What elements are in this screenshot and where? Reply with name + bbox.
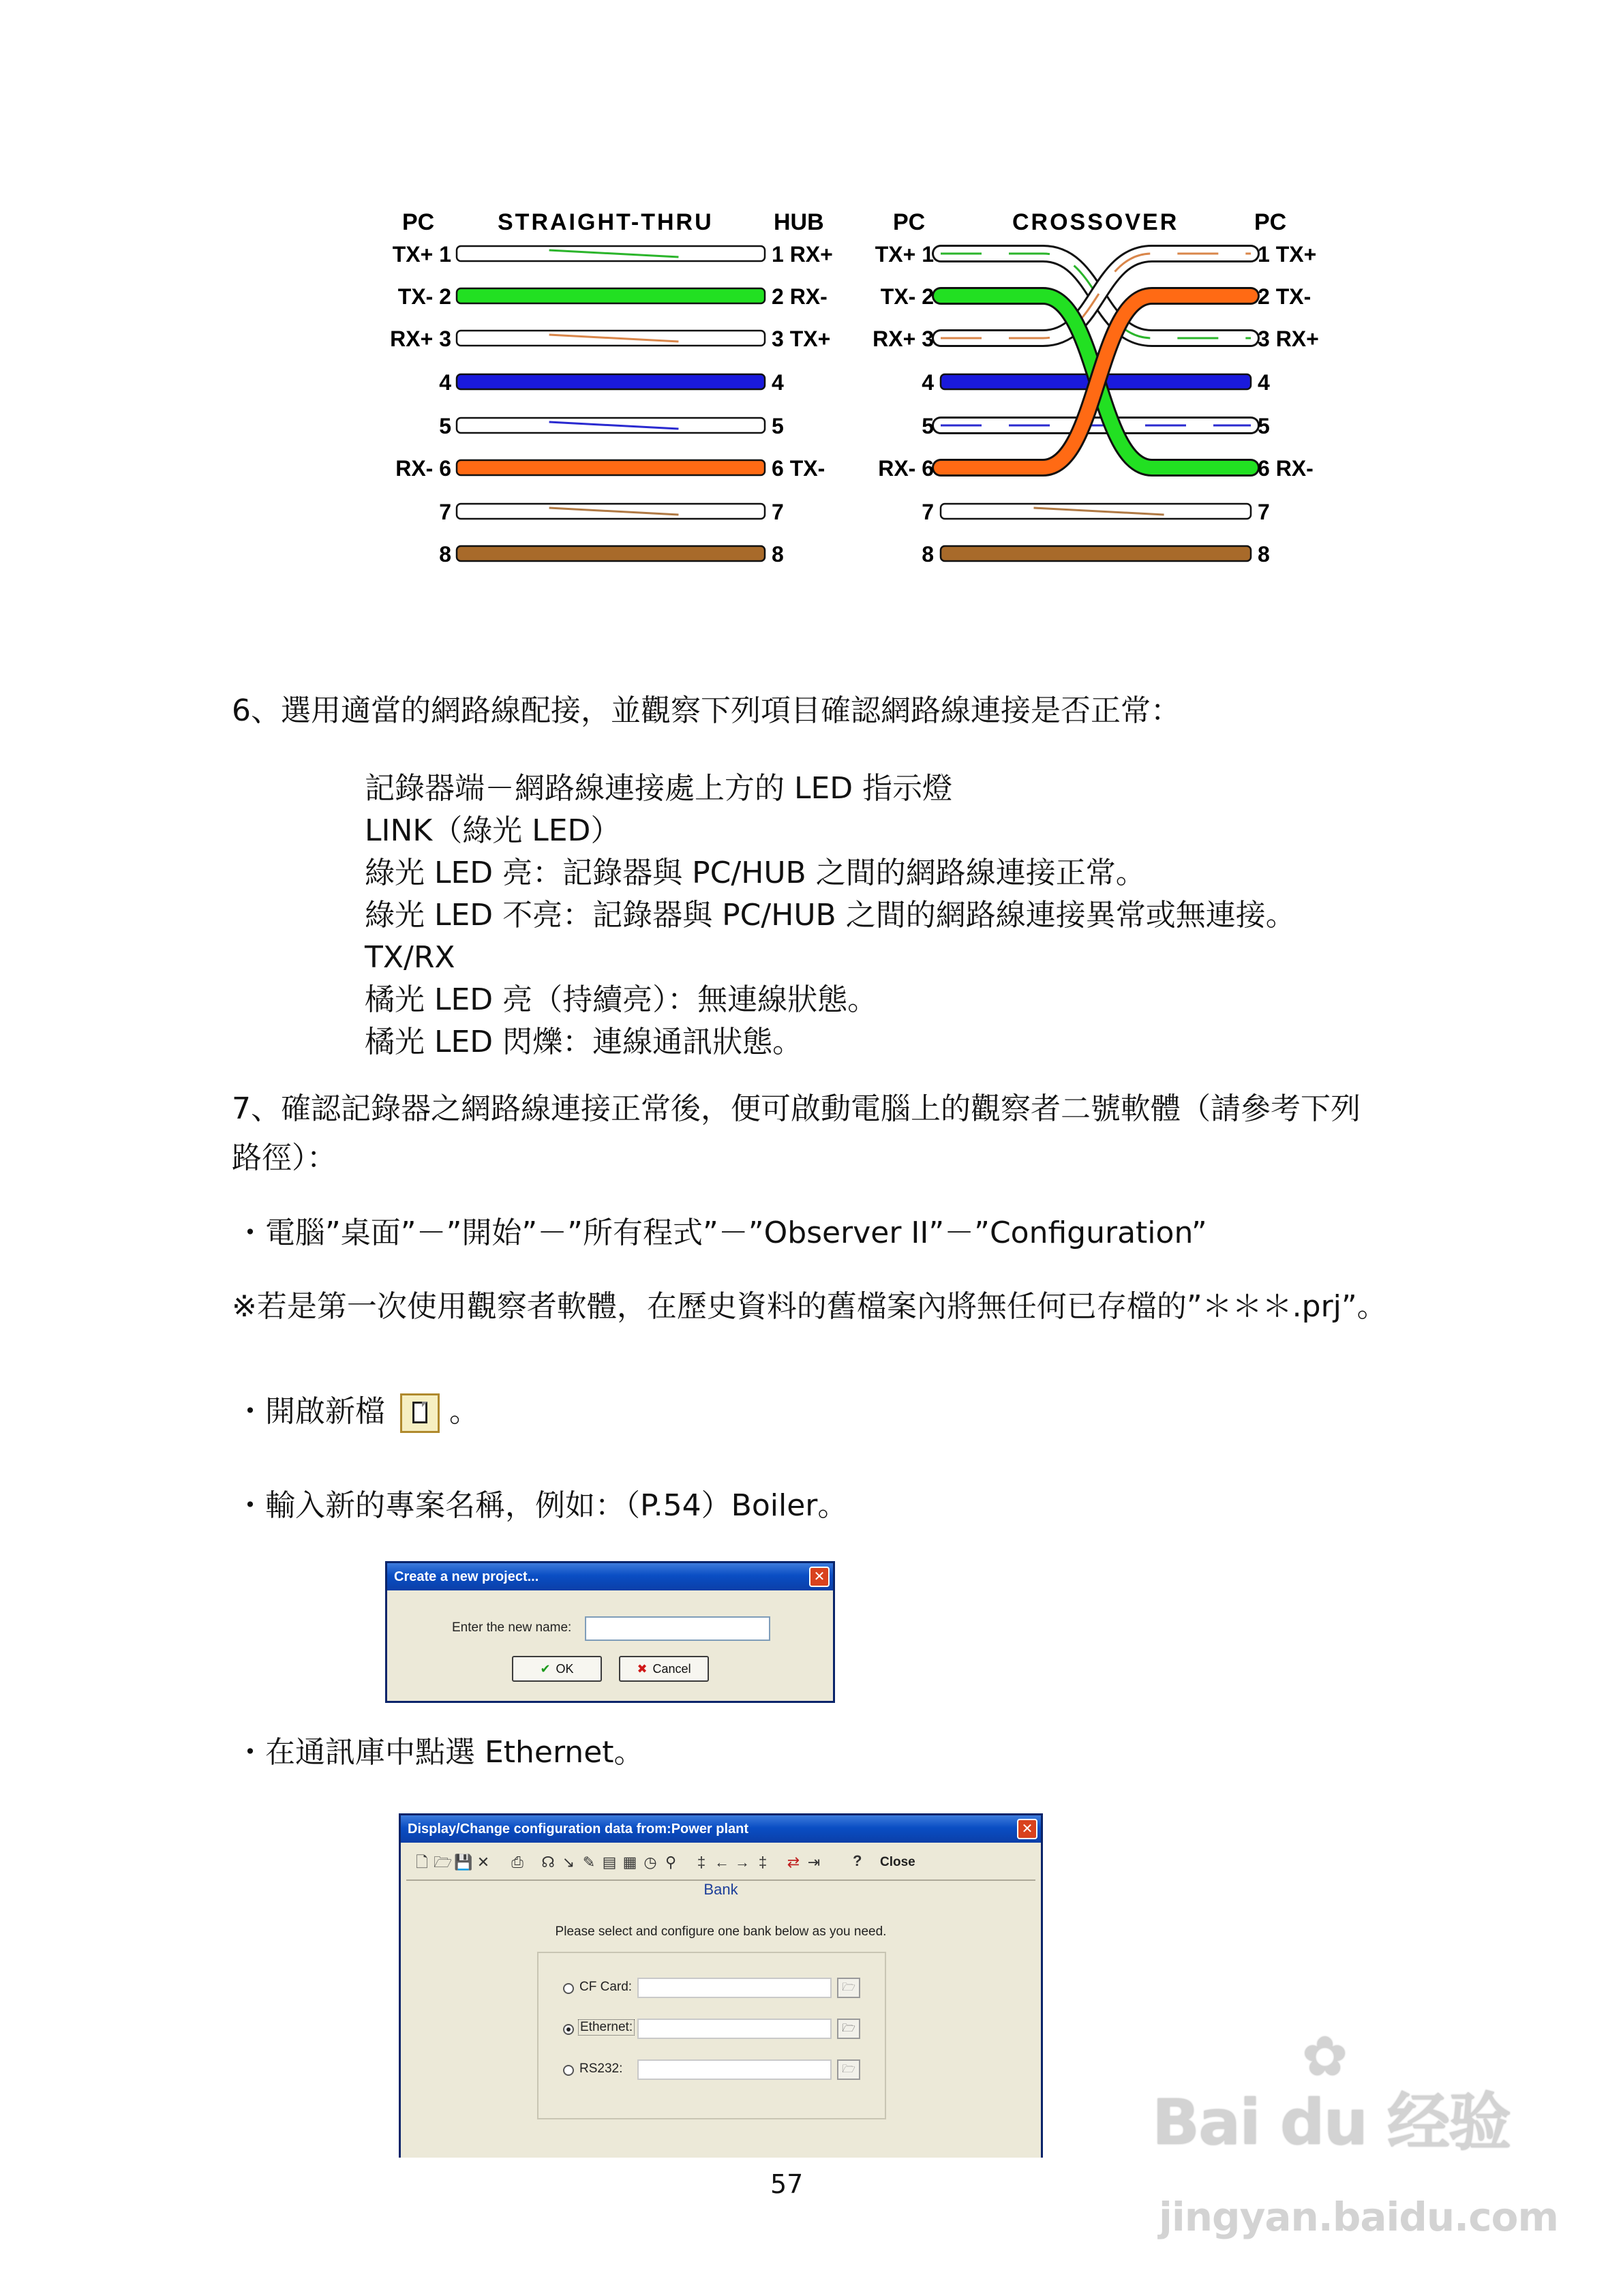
ok-button[interactable]	[512, 1656, 602, 1682]
straight-right-pin-labels	[772, 242, 833, 567]
arrow-right-icon[interactable]: →	[735, 1854, 750, 1871]
step6-heading: 6、選用適當的網路線配接，並觀察下列項目確認網路線連接是否正常：	[232, 693, 1181, 728]
straight-left-pin-label: 5	[439, 414, 451, 438]
display-icon[interactable]: ▤	[602, 1854, 617, 1871]
step6-line: 橘光 LED 閃爍：連線通訊狀態。	[365, 1025, 803, 1059]
straight-wire	[457, 374, 765, 389]
cable-wiring-diagram	[354, 198, 1350, 586]
straight-wire	[457, 246, 765, 261]
straight-right-pin-label: 8	[772, 542, 784, 567]
transfer-icon[interactable]: ⇄	[787, 1854, 800, 1871]
arrow-left-icon[interactable]: ←	[714, 1854, 729, 1871]
cross-left-pin-label: 4	[922, 370, 934, 395]
ethernet-browse-icon[interactable]: 🗁	[837, 2019, 860, 2039]
straight-right-pin-label: 2 RX-	[772, 284, 828, 309]
first-use-note: ※若是第一次使用觀察者軟體，在歷史資料的舊檔案內將無任何已存檔的”＊＊＊.prj”。	[232, 1289, 1387, 1324]
tool-icon[interactable]: ↘	[562, 1854, 575, 1871]
crossover-header-pc-left: PC	[893, 209, 926, 235]
straight-left-pin-label: RX+ 3	[390, 327, 451, 351]
cross-left-pin-label: 8	[922, 542, 934, 567]
new-name-label: Enter the new name:	[452, 1620, 572, 1635]
configuration-close-x-button[interactable]: ✕	[1017, 1819, 1037, 1839]
cancel-button[interactable]	[619, 1656, 709, 1682]
new-name-input[interactable]	[585, 1616, 770, 1641]
select-ethernet-bullet: ・在通訊庫中點選 Ethernet。	[235, 1735, 644, 1770]
ethernet-radio[interactable]	[563, 2024, 574, 2035]
straight-header-pc: PC	[402, 209, 435, 235]
help-button[interactable]: ?	[853, 1852, 862, 1869]
move-icon[interactable]: ‡	[758, 1854, 768, 1871]
straight-header-title: STRAIGHT-THRU	[498, 209, 714, 235]
cross-right-pin-label: 5	[1258, 414, 1270, 438]
straight-wire	[457, 331, 765, 346]
cross-right-pin-label: 4	[1258, 370, 1270, 395]
close-toolbar-button[interactable]: Close	[880, 1855, 915, 1869]
export-icon[interactable]: ⇥	[807, 1854, 821, 1871]
straight-wire	[457, 288, 765, 303]
align-icon[interactable]: ‡	[697, 1854, 706, 1871]
edit-icon[interactable]: ✎	[582, 1854, 596, 1871]
rs232-radio[interactable]	[563, 2065, 574, 2076]
configuration-toolbar	[406, 1848, 1035, 1881]
bank-options-group	[537, 1952, 886, 2119]
page-number: 57	[770, 2169, 804, 2199]
cf-card-label[interactable]: CF Card:	[579, 1980, 633, 1994]
ok-button-label: OK	[556, 1662, 574, 1676]
network-icon[interactable]: ☊	[541, 1854, 555, 1871]
open-new-file-line	[235, 1391, 479, 1433]
new-icon[interactable]: 🗋	[416, 1854, 428, 1871]
straight-right-pin-label: 4	[772, 370, 784, 395]
crossover-straight-wire	[941, 504, 1251, 519]
ethernet-label[interactable]: Ethernet:	[578, 2019, 635, 2036]
step7-heading-line2: 路徑）：	[232, 1141, 337, 1175]
straight-left-pin-label: 7	[439, 500, 451, 524]
straight-right-pin-label: 7	[772, 500, 784, 524]
watermark-url: jingyan.baidu.com	[1159, 2194, 1558, 2240]
create-project-close-button[interactable]: ✕	[809, 1567, 830, 1587]
new-file-icon	[400, 1393, 440, 1433]
cross-right-pin-label: 7	[1258, 500, 1270, 524]
cross-left-pin-label: TX- 2	[880, 284, 934, 309]
clock-icon[interactable]: ◷	[643, 1854, 657, 1871]
cf-card-browse-icon[interactable]: 🗁	[837, 1978, 860, 1998]
crossover-header-pc-right: PC	[1254, 209, 1287, 235]
cross-left-pin-label: RX- 6	[878, 456, 934, 481]
straight-right-pin-label: 1 RX+	[772, 242, 833, 267]
step6-line: TX/RX	[365, 940, 455, 975]
check-icon: ✔	[540, 1662, 551, 1676]
cancel-button-label: Cancel	[652, 1662, 691, 1676]
cross-right-pin-label: 6 RX-	[1258, 456, 1314, 481]
straight-right-pin-label: 5	[772, 414, 784, 438]
rs232-browse-icon[interactable]: 🗁	[837, 2059, 860, 2080]
open-new-file-text: ・開啟新檔	[235, 1394, 385, 1429]
cross-right-pin-label: 3 RX+	[1258, 327, 1319, 351]
straight-wire	[457, 460, 765, 475]
straight-left-pin-label: 8	[439, 542, 451, 567]
enter-name-bullet: ・輸入新的專案名稱，例如：（P.54）Boiler。	[235, 1488, 848, 1523]
crossover-straight-wire	[941, 546, 1251, 561]
configuration-title: Display/Change configuration data from:Power plant	[408, 1822, 749, 1837]
cross-left-pin-label: TX+ 1	[875, 242, 934, 267]
watermark-paw-icon: ✿	[1302, 2025, 1347, 2088]
configuration-dialog	[399, 1813, 1043, 2158]
cross-right-pin-label: 8	[1258, 542, 1270, 567]
straight-left-pin-label: TX- 2	[397, 284, 451, 309]
launch-path-bullet: ・電腦”桌面”－”開始”－”所有程式”－”Observer II”－”Configuration”	[235, 1215, 1207, 1250]
straight-right-pin-label: 3 TX+	[772, 327, 831, 351]
cross-right-pin-label: 2 TX-	[1258, 284, 1311, 309]
delete-icon[interactable]: ✕	[476, 1854, 490, 1871]
cf-card-path-field[interactable]	[637, 1978, 832, 1998]
straight-wire	[457, 504, 765, 519]
crossover-wires	[941, 254, 1251, 561]
straight-right-pin-label: 6 TX-	[772, 456, 825, 481]
straight-wire	[457, 418, 765, 433]
crossover-header-title: CROSSOVER	[1012, 209, 1179, 235]
ethernet-path-field[interactable]	[637, 2019, 832, 2039]
crossover-right-pin-labels	[1258, 242, 1319, 567]
chart-icon[interactable]: ▦	[622, 1854, 637, 1871]
baidu-jingyan-watermark	[1152, 2025, 1511, 2162]
print-icon[interactable]: ⎙	[511, 1854, 524, 1871]
cf-card-radio[interactable]	[563, 1983, 574, 1994]
open-new-file-suffix: 。	[449, 1394, 479, 1429]
straight-thru-wires	[457, 246, 765, 561]
step6-line: LINK（綠光 LED）	[365, 813, 621, 848]
step6-line: 綠光 LED 不亮：記錄器與 PC/HUB 之間的網路線連接異常或無連接。	[365, 898, 1296, 933]
save-icon[interactable]: 💾	[454, 1854, 473, 1871]
straight-left-pin-label: RX- 6	[395, 456, 451, 481]
rs232-label[interactable]: RS232:	[579, 2061, 623, 2076]
configuration-titlebar	[401, 1815, 1041, 1843]
cross-left-pin-label: 5	[922, 414, 934, 438]
step6-line: 記錄器端－網路線連接處上方的 LED 指示燈	[365, 771, 953, 806]
straight-left-pin-label: 4	[439, 370, 451, 395]
step6-line: 綠光 LED 亮：記錄器與 PC/HUB 之間的網路線連接正常。	[365, 856, 1146, 890]
straight-header-hub: HUB	[774, 209, 824, 235]
create-project-dialog	[385, 1561, 835, 1703]
rs232-path-field[interactable]	[637, 2059, 832, 2080]
cross-left-pin-label: 7	[922, 500, 934, 524]
straight-left-pin-label: TX+ 1	[392, 242, 451, 267]
cross-right-pin-label: 1 TX+	[1258, 242, 1317, 267]
watermark-brand: Bai du 经验	[1152, 2086, 1511, 2159]
open-icon[interactable]: 🗁	[434, 1854, 453, 1871]
step6-line: 橘光 LED 亮（持續亮）：無連線狀態。	[365, 982, 878, 1017]
step7-heading-line1: 7、確認記錄器之網路線連接正常後，便可啟動電腦上的觀察者二號軟體（請參考下列	[232, 1091, 1361, 1126]
crossover-left-pin-labels	[873, 242, 934, 567]
create-project-titlebar	[387, 1563, 833, 1590]
straight-wire	[457, 546, 765, 561]
search-icon[interactable]: ⚲	[665, 1854, 677, 1871]
cancel-x-icon: ✖	[637, 1662, 648, 1676]
cross-left-pin-label: RX+ 3	[873, 327, 934, 351]
straight-left-pin-labels	[390, 242, 451, 567]
bank-section-title: Bank	[703, 1881, 738, 1898]
create-project-title: Create a new project...	[394, 1569, 539, 1584]
bank-instruction: Please select and configure one bank below as you need.	[555, 1924, 887, 1939]
